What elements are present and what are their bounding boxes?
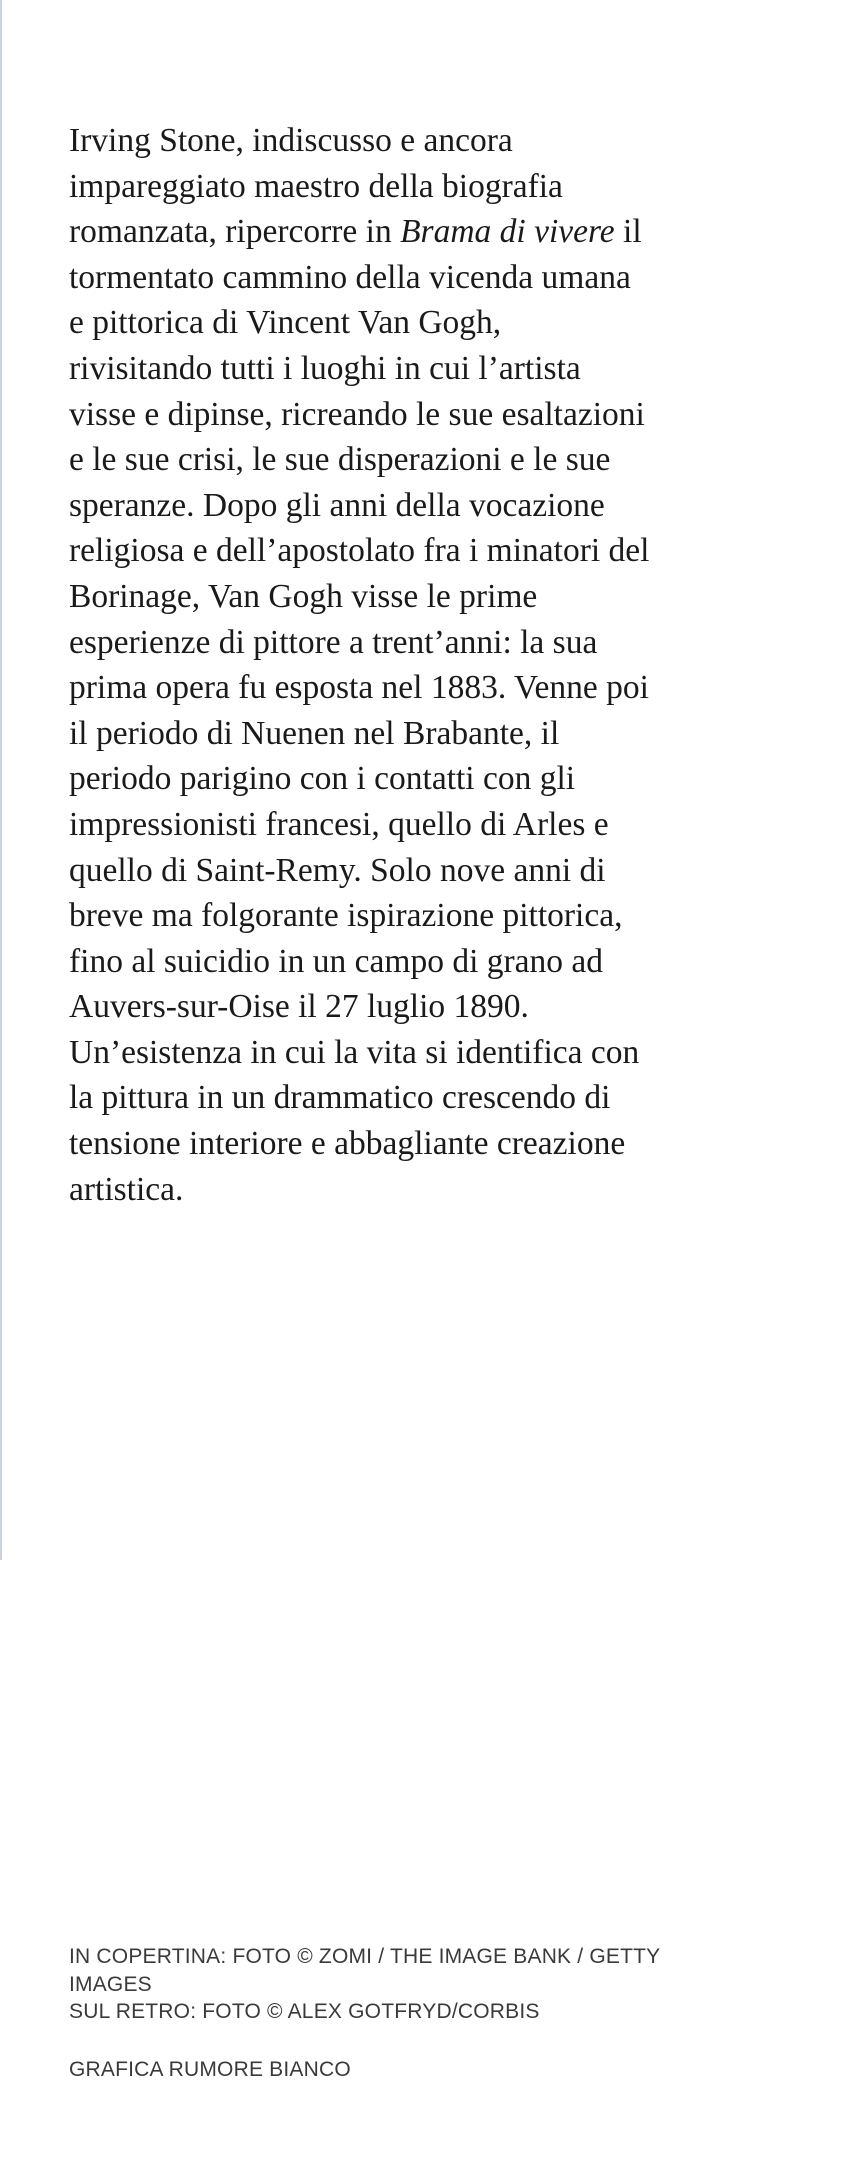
blurb-line: e pittorica di Vincent Van Gogh, xyxy=(69,304,502,342)
back-photo-credit: SUL RETRO: FOTO © ALEX GOTFRYD/CORBIS xyxy=(69,2000,540,2023)
blurb-line: speranze. Dopo gli anni della vocazione xyxy=(69,486,605,524)
blurb-line: periodo parigino con i contatti con gli xyxy=(69,760,576,798)
blurb-text: romanzata, ripercorre in xyxy=(69,213,401,251)
graphic-design-credit: GRAFICA RUMORE BIANCO xyxy=(69,2058,351,2081)
blurb-line: Borinage, Van Gogh visse le prime xyxy=(69,577,538,615)
blurb-line: tormentato cammino della vicenda umana xyxy=(69,258,631,296)
blurb-line: il periodo di Nuenen nel Brabante, il xyxy=(69,714,560,752)
book-title-italic: Brama di vivere xyxy=(400,213,615,251)
blurb-text: il xyxy=(614,213,642,251)
photo-credits xyxy=(69,1943,769,2026)
blurb-line: breve ma folgorante ispirazione pittorica, xyxy=(69,897,623,935)
blurb-line: rivisitando tutti i luoghi in cui l’artista xyxy=(69,349,581,387)
blurb-line: impareggiato maestro della biografia xyxy=(69,167,563,205)
blurb-line: Un’esistenza in cui la vita si identifica con xyxy=(69,1033,640,1071)
blurb-line: visse e dipinse, ricreando le sue esaltazioni xyxy=(69,395,645,433)
blurb-line: la pittura in un drammatico crescendo di xyxy=(69,1079,611,1117)
blurb-line: fino al suicidio in un campo di grano ad xyxy=(69,942,604,980)
blurb-line: Irving Stone, indiscusso e ancora xyxy=(69,122,513,159)
spine-edge-line xyxy=(0,0,2,1560)
book-blurb xyxy=(69,118,749,1212)
blurb-line: religiosa e dell’apostolato fra i minatori del xyxy=(69,532,650,570)
blurb-line: quello di Saint-Remy. Solo nove anni di xyxy=(69,851,606,889)
blurb-line: tensione interiore e abbagliante creazione xyxy=(69,1125,626,1163)
blurb-line: artistica. xyxy=(69,1170,184,1208)
blurb-line xyxy=(69,209,749,255)
blurb-line: esperienze di pittore a trent’anni: la sua xyxy=(69,623,598,661)
blurb-line: impressionisti francesi, quello di Arles e xyxy=(69,805,609,843)
cover-photo-credit-line-2: IMAGES xyxy=(69,1972,152,1996)
blurb-line: Auvers-sur-Oise il 27 luglio 1890. xyxy=(69,988,529,1026)
blurb-line: prima opera fu esposta nel 1883. Venne poi xyxy=(69,669,649,707)
cover-photo-credit-line-1: IN COPERTINA: FOTO © ZOMI / THE IMAGE BANK / GETTY xyxy=(69,1945,661,1968)
blurb-line: e le sue crisi, le sue disperazioni e le sue xyxy=(69,441,611,479)
